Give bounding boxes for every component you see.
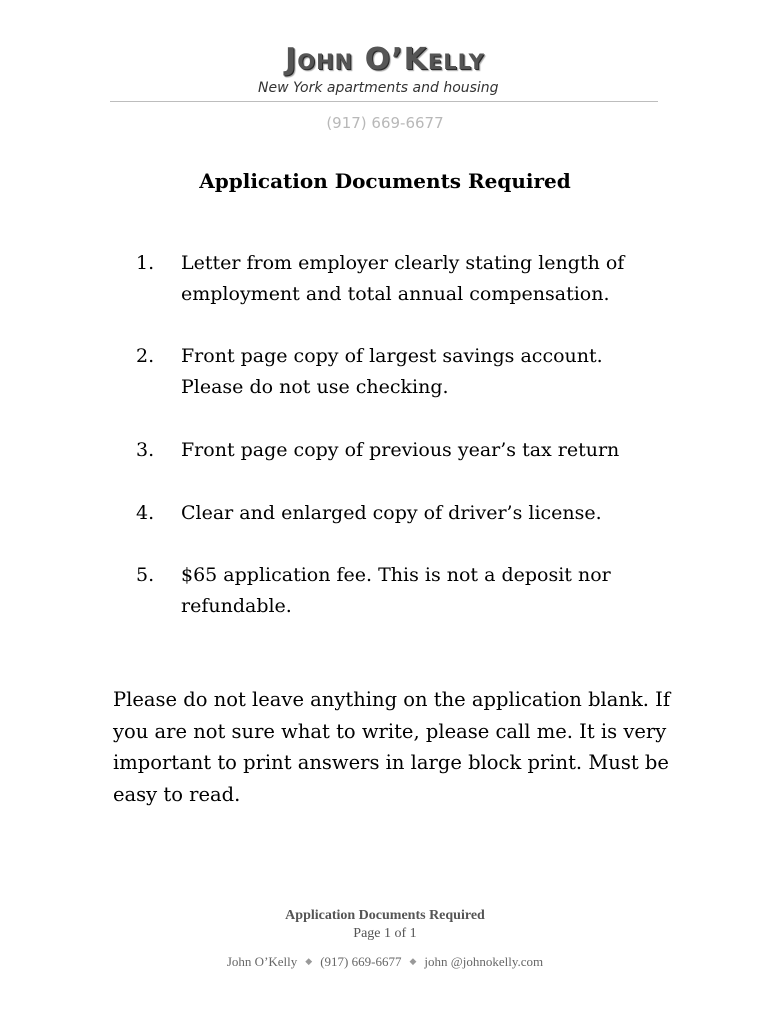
list-item-number: 1.	[136, 252, 155, 274]
list-item-text: Letter from employer clearly stating length of employment and total annual compensation.	[181, 252, 625, 305]
footer-title: Application Documents Required	[285, 908, 485, 923]
footer-phone: (917) 669-6677	[320, 954, 402, 969]
list-item-number: 4.	[136, 502, 155, 524]
list-item-text: Front page copy of previous year’s tax return	[181, 439, 620, 461]
list-item-text: $65 application fee. This is not a deposit nor refundable.	[181, 564, 611, 617]
list-item-number: 2.	[136, 345, 155, 367]
footer-contact	[0, 954, 770, 970]
document-title: Application Documents Required	[199, 169, 571, 193]
list-item-text: Clear and enlarged copy of driver’s license.	[181, 502, 602, 524]
footer-name: John O’Kelly	[226, 954, 298, 969]
letterhead-divider	[110, 101, 658, 102]
letterhead-tagline: New York apartments and housing	[258, 80, 499, 96]
list-item-number: 5.	[136, 564, 155, 586]
diamond-separator-icon: ◆	[409, 956, 417, 966]
letterhead-logo-name: John O’Kelly	[285, 42, 485, 77]
diamond-separator-icon: ◆	[305, 956, 313, 966]
footer-page-number: Page 1 of 1	[353, 926, 417, 941]
list-item-text: Front page copy of largest savings account. Please do not use checking.	[181, 345, 603, 398]
list-item-number: 3.	[136, 439, 155, 461]
footer-email: john @johnokelly.com	[424, 954, 544, 969]
instructions-paragraph: Please do not leave anything on the application blank. If you are not sure what to write, please call me. It is very important to print answers in large block print. Must be easy to read.	[113, 688, 671, 806]
letterhead-phone: (917) 669-6677	[326, 114, 444, 132]
